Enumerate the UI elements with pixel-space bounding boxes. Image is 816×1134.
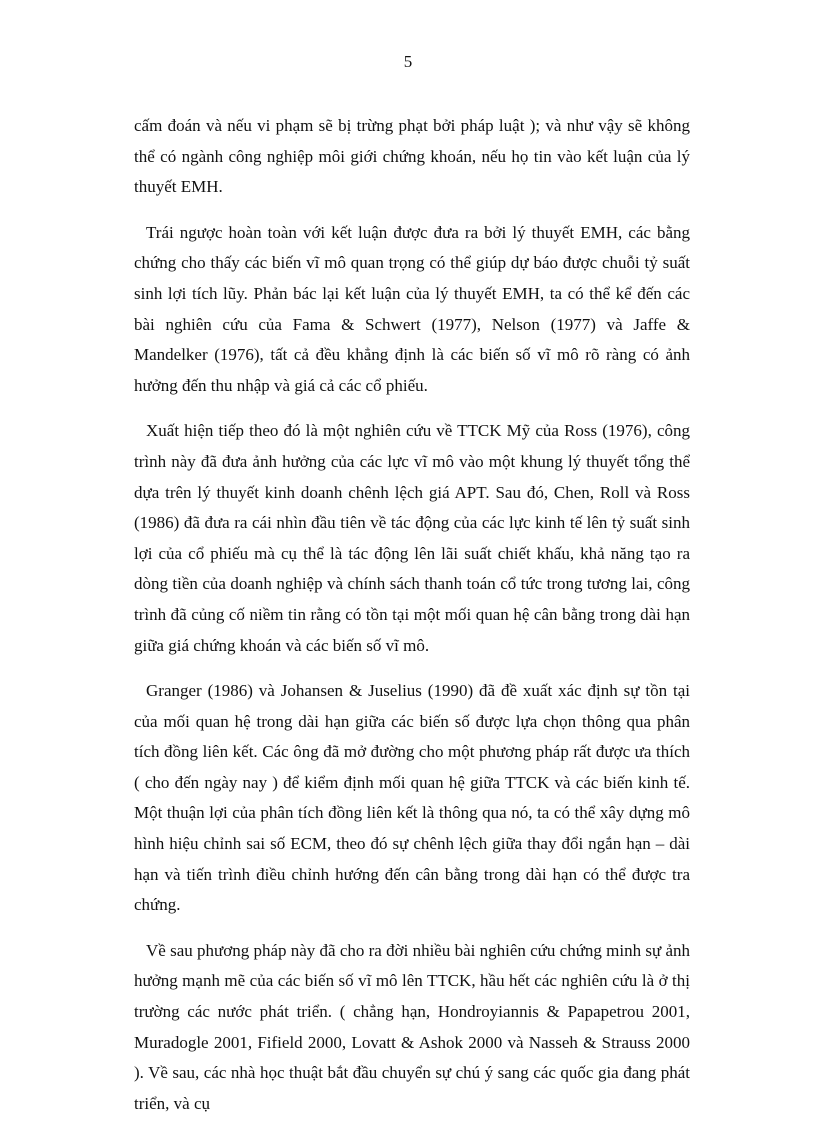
paragraph-emh-counter: Trái ngược hoàn toàn với kết luận được đưa ra bởi lý thuyết EMH, các bằng chứng cho thấy các biến vĩ mô quan trọng có thể giúp dự báo được chuỗi tỷ suất sinh lợi tích lũy. Phản bác lại kết luận của lý thuyết EMH, ta có thể kể đến các bài nghiên cứu của Fama & Schwert (1977), Nelson (1977) và Jaffe & Mandelker (1976), tất cả đều khẳng định là các biến số vĩ mô rõ ràng có ảnh hưởng đến thu nhập và giá cả các cổ phiếu. [134,222,690,395]
paragraph-later-studies: Về sau phương pháp này đã cho ra đời nhiều bài nghiên cứu chứng minh sự ảnh hưởng mạnh mẽ của các biến số vĩ mô lên TTCK, hầu hết các nghiên cứu là ở thị trường các nước phát triển. ( chẳng hạn, Hondroyiannis & Papapetrou 2001, Muradogle 2001, Fifield 2000, Lovatt & Ashok 2000 và Nasseh & Strauss 2000 ). Về sau, các nhà học thuật bắt đầu chuyển sự chú ý sang các quốc gia đang phát triển, và cụ [134,940,690,1113]
paragraph-ross-apt: Xuất hiện tiếp theo đó là một nghiên cứu về TTCK Mỹ của Ross (1976), công trình này đã đưa ảnh hưởng của các lực vĩ mô vào một khung lý thuyết tổng thể dựa trên lý thuyết kinh doanh chênh lệch giá APT. Sau đó, Chen, Roll và Ross (1986) đã đưa ra cái nhìn đầu tiên về tác động của các lực kinh tế lên tỷ suất sinh lợi của cổ phiếu mà cụ thể là tác động lên lãi suất chiết khấu, khả năng tạo ra dòng tiền của doanh nghiệp và chính sách thanh toán cổ tức trong tương lai, công trình đã củng cố niềm tin rằng có tồn tại một mối quan hệ cân bằng trong dài hạn giữa giá chứng khoán và các biến số vĩ mô. [134,421,690,655]
paragraph-cointegration: Granger (1986) và Johansen & Juselius (1990) đã đề xuất xác định sự tồn tại của mối quan hệ trong dài hạn giữa các biến số được lựa chọn thông qua phân tích đồng liên kết. Các ông đã mở đường cho một phương pháp rất được ưa thích ( cho đến ngày nay ) để kiểm định mối quan hệ giữa TTCK và các biến kinh tế. Một thuận lợi của phân tích đồng liên kết là thông qua nó, ta có thể xây dựng mô hình hiệu chỉnh sai số ECM, theo đó sự chênh lệch giữa thay đổi ngắn hạn – dài hạn và tiến trình điều chỉnh hướng đến cân bằng trong dài hạn có thể được tra chứng. [134,681,690,915]
paragraph-continuation: cấm đoán và nếu vi phạm sẽ bị trừng phạt bởi pháp luật ); và như vậy sẽ không thể có ngành công nghiệp môi giới chứng khoán, nếu họ tin vào kết luận của lý thuyết EMH. [134,116,690,197]
page-number: 5 [403,52,413,71]
document-body [134,111,690,1134]
